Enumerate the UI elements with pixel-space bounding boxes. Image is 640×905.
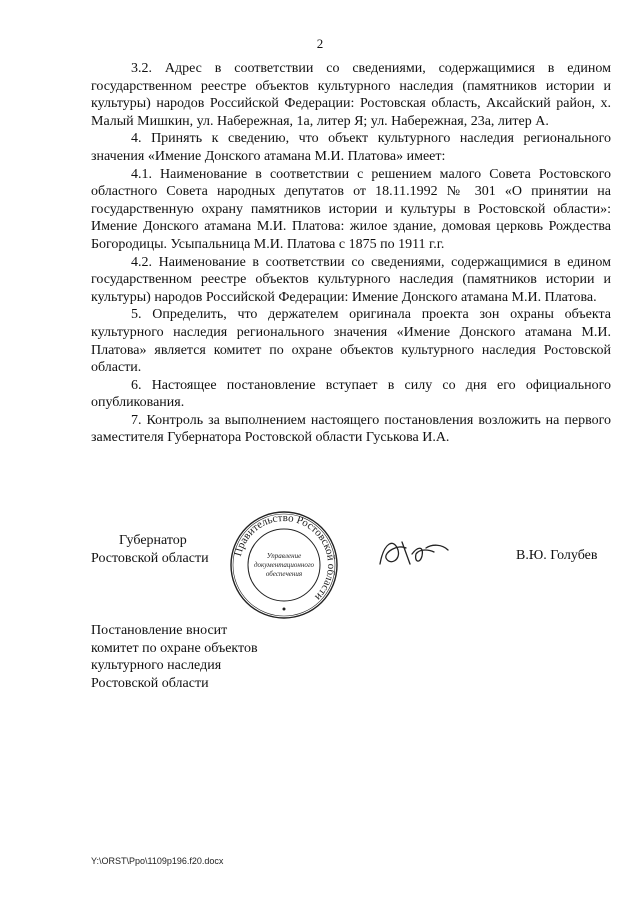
paragraph-4: 4. Принять к сведению, что объект культурного наследия регионального значения «Имение Донского атамана М.И. Платова» имеет: — [91, 131, 611, 164]
paragraph-4-1: 4.1. Наименование в соответствии с решением малого Совета Ростовского областного Совета народных депутатов от 18.11.1992 № 301 «О принятии на государственную охрану памятников истории и культуры в Ростовской области»: Имение Донского атамана М.И. Платова: жилое здание, домовая церковь Рождества Богородицы. Усыпальница М.И. Платова с 1875 по 1911 г.г. — [91, 166, 611, 252]
introduced-by-line: культурного наследия — [91, 658, 222, 674]
signer-title-line2: Ростовской области — [91, 550, 209, 566]
signer-title-line1: Губернатор — [119, 533, 187, 548]
paragraph-3-2: 3.2. Адрес в соответствии со сведениями, содержащимися в едином государственном реестре объектов культурного наследия (памятников истории и культуры) народов Российской Федерации: Ростовская область, Аксайский район, х. Малый Мишкин, ул. Набережная, 1а, литер Я; ул. Набережная, 23а, литер А. — [91, 61, 611, 129]
page-number: 2 — [316, 36, 324, 51]
paragraph-4-2: 4.2. Наименование в соответствии со сведениями, содержащимися в едином государственном реестре объектов культурного наследия (памятников истории и культуры) народов Российской Федерации: Имение Донского атамана М.И. Платова. — [91, 254, 611, 305]
signer-title — [91, 532, 209, 567]
stamp-inner-line3: обеспечения — [265, 570, 303, 578]
stamp-outer-text: Правительство Ростовской области — [231, 511, 338, 603]
handwritten-signature — [376, 534, 456, 574]
footer-file-path: Y:\ORST\Ppo\1109p196.f20.docx — [91, 856, 224, 866]
stamp-inner-line2: документационного — [253, 561, 315, 569]
stamp-inner-line1: Управление — [266, 552, 302, 560]
introduced-by-line: комитет по охране объектов — [91, 640, 258, 656]
introduced-by-line: Постановление вносит — [91, 623, 228, 638]
paragraph-5: 5. Определить, что держателем оригинала проекта зон охраны объекта культурного наследия регионального значения «Имение Донского атамана М.И. Платова» является комитет по охране объектов культурного наследия Ростовской области. — [91, 307, 611, 376]
paragraph-7: 7. Контроль за выполнением настоящего постановления возложить на первого заместителя Губернатора Ростовской области Гуськова И.А. — [91, 412, 611, 446]
introduced-by-line: Ростовской области — [91, 675, 209, 691]
official-seal-stamp — [229, 510, 339, 620]
introduced-by-block — [91, 622, 258, 692]
signature-block — [91, 510, 611, 620]
paragraph-6: 6. Настоящее постановление вступает в силу со дня его официального опубликования. — [91, 377, 611, 411]
signer-name: В.Ю. Голубев — [516, 548, 598, 563]
document-body — [91, 60, 611, 447]
